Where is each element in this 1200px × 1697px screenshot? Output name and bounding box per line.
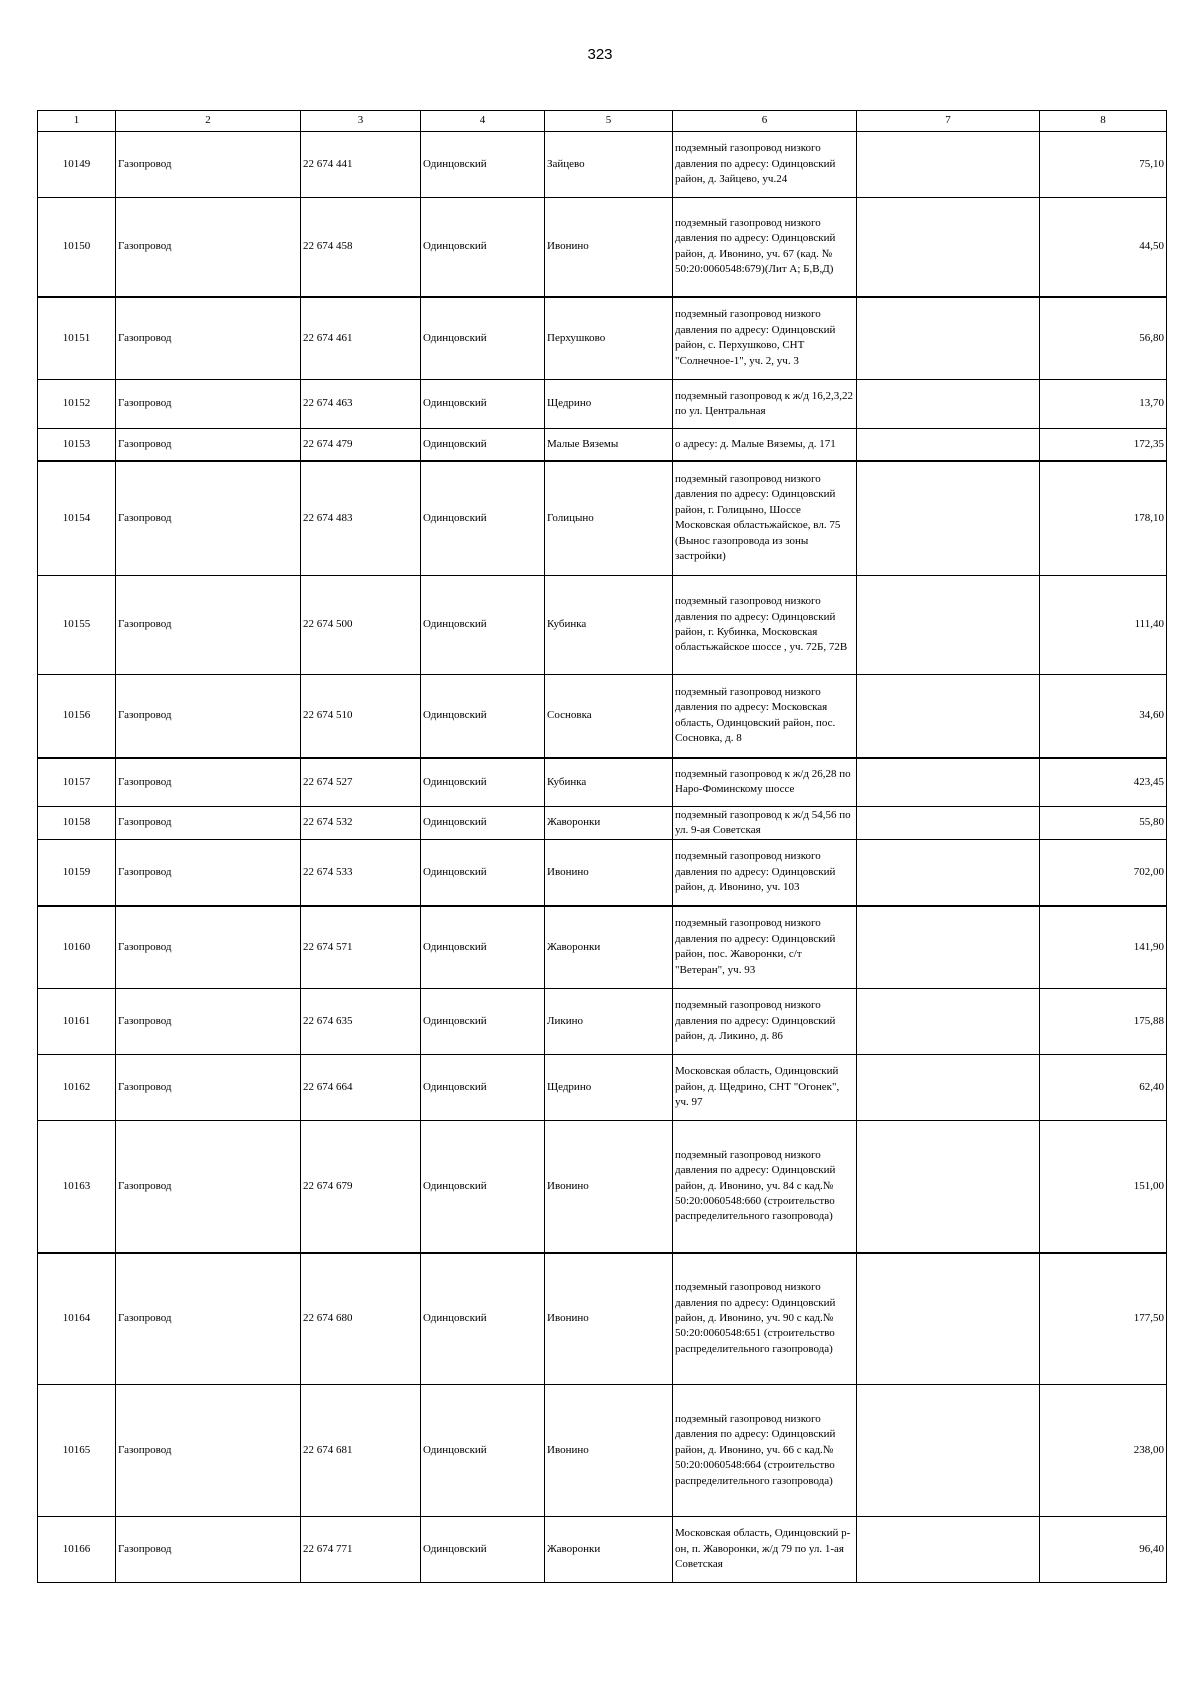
cell-c6: подземный газопровод низкого давления по адресу: Одинцовский район, д. Ивонино, уч. 67 (кад. № 50:20:0060548:679)(Лит А; Б,В,Д) — [673, 198, 857, 297]
cell-c4: Одинцовский — [421, 198, 545, 297]
cell-c8: 56,80 — [1040, 297, 1167, 380]
cell-c3: 22 674 441 — [301, 132, 421, 198]
cell-c8: 423,45 — [1040, 758, 1167, 807]
cell-c6: подземный газопровод низкого давления по адресу: Одинцовский район, д. Зайцево, уч.24 — [673, 132, 857, 198]
table-row — [38, 132, 1167, 198]
cell-c3: 22 674 679 — [301, 1121, 421, 1253]
cell-c4: Одинцовский — [421, 1121, 545, 1253]
cell-c2: Газопровод — [116, 132, 301, 198]
cell-c5: Сосновка — [545, 675, 673, 758]
cell-c3: 22 674 680 — [301, 1253, 421, 1385]
cell-c2: Газопровод — [116, 1517, 301, 1583]
cell-c1: 10152 — [38, 380, 116, 429]
cell-c4: Одинцовский — [421, 1385, 545, 1517]
cell-c2: Газопровод — [116, 807, 301, 840]
cell-c2: Газопровод — [116, 906, 301, 989]
column-header: 7 — [857, 111, 1040, 132]
cell-c8: 13,70 — [1040, 380, 1167, 429]
cell-c2: Газопровод — [116, 198, 301, 297]
cell-c5: Ликино — [545, 989, 673, 1055]
cell-c8: 44,50 — [1040, 198, 1167, 297]
cell-c6: подземный газопровод низкого давления по адресу: Одинцовский район, д. Ивонино, уч. 90 с кад.№ 50:20:0060548:651 (строительство распределительного газопровода) — [673, 1253, 857, 1385]
table-row — [38, 297, 1167, 380]
cell-c2: Газопровод — [116, 1253, 301, 1385]
cell-c7 — [857, 989, 1040, 1055]
cell-c3: 22 674 532 — [301, 807, 421, 840]
column-header: 5 — [545, 111, 673, 132]
table-row — [38, 1121, 1167, 1253]
cell-c6: подземный газопровод низкого давления по адресу: Московская область, Одинцовский район, пос. Сосновка, д. 8 — [673, 675, 857, 758]
cell-c7 — [857, 1517, 1040, 1583]
cell-c7 — [857, 840, 1040, 906]
cell-c2: Газопровод — [116, 429, 301, 461]
cell-c1: 10156 — [38, 675, 116, 758]
table-row — [38, 429, 1167, 461]
cell-c6: подземный газопровод низкого давления по адресу: Одинцовский район, д. Ивонино, уч. 84 с кад.№ 50:20:0060548:660 (строительство распределительного газопровода) — [673, 1121, 857, 1253]
cell-c5: Голицыно — [545, 461, 673, 576]
table-row — [38, 576, 1167, 675]
column-header: 3 — [301, 111, 421, 132]
cell-c5: Малые Вяземы — [545, 429, 673, 461]
cell-c1: 10159 — [38, 840, 116, 906]
column-header: 8 — [1040, 111, 1167, 132]
cell-c7 — [857, 1253, 1040, 1385]
cell-c8: 62,40 — [1040, 1055, 1167, 1121]
cell-c2: Газопровод — [116, 576, 301, 675]
cell-c6: подземный газопровод к ж/д 54,56 по ул. 9-ая Советская — [673, 807, 857, 840]
cell-c8: 238,00 — [1040, 1385, 1167, 1517]
cell-c1: 10158 — [38, 807, 116, 840]
cell-c2: Газопровод — [116, 461, 301, 576]
cell-c1: 10151 — [38, 297, 116, 380]
cell-c3: 22 674 461 — [301, 297, 421, 380]
cell-c3: 22 674 664 — [301, 1055, 421, 1121]
cell-c1: 10157 — [38, 758, 116, 807]
cell-c3: 22 674 483 — [301, 461, 421, 576]
cell-c4: Одинцовский — [421, 380, 545, 429]
cell-c5: Кубинка — [545, 758, 673, 807]
column-header: 1 — [38, 111, 116, 132]
table-row — [38, 989, 1167, 1055]
cell-c3: 22 674 533 — [301, 840, 421, 906]
cell-c7 — [857, 906, 1040, 989]
cell-c5: Ивонино — [545, 840, 673, 906]
cell-c2: Газопровод — [116, 1121, 301, 1253]
cell-c7 — [857, 1055, 1040, 1121]
cell-c1: 10153 — [38, 429, 116, 461]
cell-c6: подземный газопровод низкого давления по адресу: Одинцовский район, г. Кубинка, Московская областьжайское шоссе , уч. 72Б, 72В — [673, 576, 857, 675]
header-row — [38, 111, 1167, 132]
cell-c6: подземный газопровод низкого давления по адресу: Одинцовский район, с. Перхушково, СНТ "Солнечное-1", уч. 2, уч. 3 — [673, 297, 857, 380]
cell-c6: подземный газопровод к ж/д 16,2,3,22 по ул. Центральная — [673, 380, 857, 429]
column-header: 4 — [421, 111, 545, 132]
cell-c7 — [857, 297, 1040, 380]
cell-c4: Одинцовский — [421, 576, 545, 675]
cell-c5: Ивонино — [545, 1385, 673, 1517]
cell-c1: 10149 — [38, 132, 116, 198]
column-header: 2 — [116, 111, 301, 132]
cell-c3: 22 674 635 — [301, 989, 421, 1055]
cell-c5: Ивонино — [545, 1253, 673, 1385]
cell-c7 — [857, 132, 1040, 198]
cell-c1: 10164 — [38, 1253, 116, 1385]
cell-c4: Одинцовский — [421, 758, 545, 807]
cell-c6: подземный газопровод к ж/д 26,28 по Наро-Фоминскому шоссе — [673, 758, 857, 807]
cell-c1: 10155 — [38, 576, 116, 675]
table-row — [38, 1055, 1167, 1121]
cell-c1: 10161 — [38, 989, 116, 1055]
cell-c6: Московская область, Одинцовский район, д. Щедрино, СНТ "Огонек", уч. 97 — [673, 1055, 857, 1121]
cell-c2: Газопровод — [116, 380, 301, 429]
cell-c6: подземный газопровод низкого давления по адресу: Одинцовский район, пос. Жаворонки, с/т "Ветеран", уч. 93 — [673, 906, 857, 989]
cell-c8: 96,40 — [1040, 1517, 1167, 1583]
cell-c7 — [857, 1121, 1040, 1253]
cell-c1: 10150 — [38, 198, 116, 297]
cell-c4: Одинцовский — [421, 989, 545, 1055]
cell-c4: Одинцовский — [421, 1055, 545, 1121]
cell-c6: подземный газопровод низкого давления по адресу: Одинцовский район, д. Ивонино, уч. 103 — [673, 840, 857, 906]
cell-c6: подземный газопровод низкого давления по адресу: Одинцовский район, д. Ивонино, уч. 66 с кад.№ 50:20:0060548:664 (строительство распределительного газопровода) — [673, 1385, 857, 1517]
cell-c3: 22 674 458 — [301, 198, 421, 297]
cell-c2: Газопровод — [116, 1385, 301, 1517]
cell-c8: 175,88 — [1040, 989, 1167, 1055]
cell-c4: Одинцовский — [421, 132, 545, 198]
cell-c5: Зайцево — [545, 132, 673, 198]
cell-c5: Кубинка — [545, 576, 673, 675]
cell-c3: 22 674 681 — [301, 1385, 421, 1517]
cell-c2: Газопровод — [116, 1055, 301, 1121]
cell-c3: 22 674 571 — [301, 906, 421, 989]
page-number: 323 — [587, 46, 613, 63]
cell-c7 — [857, 429, 1040, 461]
cell-c5: Жаворонки — [545, 1517, 673, 1583]
cell-c6: Московская область, Одинцовский р-он, п. Жаворонки, ж/д 79 по ул. 1-ая Советская — [673, 1517, 857, 1583]
cell-c1: 10162 — [38, 1055, 116, 1121]
cell-c8: 141,90 — [1040, 906, 1167, 989]
cell-c8: 177,50 — [1040, 1253, 1167, 1385]
cell-c8: 151,00 — [1040, 1121, 1167, 1253]
table-row — [38, 758, 1167, 807]
cell-c8: 172,35 — [1040, 429, 1167, 461]
cell-c8: 702,00 — [1040, 840, 1167, 906]
cell-c8: 111,40 — [1040, 576, 1167, 675]
cell-c6: о адресу: д. Малые Вяземы, д. 171 — [673, 429, 857, 461]
table-row — [38, 198, 1167, 297]
cell-c2: Газопровод — [116, 989, 301, 1055]
cell-c8: 55,80 — [1040, 807, 1167, 840]
table-row — [38, 1517, 1167, 1583]
cell-c4: Одинцовский — [421, 675, 545, 758]
cell-c5: Жаворонки — [545, 906, 673, 989]
column-header: 6 — [673, 111, 857, 132]
cell-c2: Газопровод — [116, 758, 301, 807]
cell-c5: Жаворонки — [545, 807, 673, 840]
cell-c5: Щедрино — [545, 1055, 673, 1121]
cell-c4: Одинцовский — [421, 840, 545, 906]
cell-c4: Одинцовский — [421, 461, 545, 576]
cell-c6: подземный газопровод низкого давления по адресу: Одинцовский район, г. Голицыно, Шоссе Московская областьжайское, вл. 75 (Вынос газопровода из зоны застройки) — [673, 461, 857, 576]
cell-c3: 22 674 500 — [301, 576, 421, 675]
table-row — [38, 906, 1167, 989]
table-row — [38, 461, 1167, 576]
cell-c3: 22 674 463 — [301, 380, 421, 429]
cell-c4: Одинцовский — [421, 906, 545, 989]
cell-c2: Газопровод — [116, 675, 301, 758]
cell-c7 — [857, 576, 1040, 675]
table-row — [38, 807, 1167, 840]
cell-c4: Одинцовский — [421, 297, 545, 380]
cell-c1: 10160 — [38, 906, 116, 989]
cell-c2: Газопровод — [116, 297, 301, 380]
cell-c1: 10165 — [38, 1385, 116, 1517]
cell-c7 — [857, 675, 1040, 758]
cell-c3: 22 674 510 — [301, 675, 421, 758]
cell-c4: Одинцовский — [421, 1517, 545, 1583]
cell-c4: Одинцовский — [421, 1253, 545, 1385]
cell-c4: Одинцовский — [421, 429, 545, 461]
cell-c7 — [857, 461, 1040, 576]
cell-c8: 34,60 — [1040, 675, 1167, 758]
cell-c5: Щедрино — [545, 380, 673, 429]
cell-c6: подземный газопровод низкого давления по адресу: Одинцовский район, д. Ликино, д. 86 — [673, 989, 857, 1055]
register-table — [37, 110, 1167, 1583]
cell-c7 — [857, 758, 1040, 807]
cell-c3: 22 674 479 — [301, 429, 421, 461]
cell-c4: Одинцовский — [421, 807, 545, 840]
cell-c1: 10163 — [38, 1121, 116, 1253]
cell-c7 — [857, 380, 1040, 429]
table-row — [38, 840, 1167, 906]
table-row — [38, 380, 1167, 429]
cell-c3: 22 674 527 — [301, 758, 421, 807]
table-row — [38, 675, 1167, 758]
cell-c5: Ивонино — [545, 198, 673, 297]
cell-c8: 178,10 — [1040, 461, 1167, 576]
cell-c5: Перхушково — [545, 297, 673, 380]
table-row — [38, 1385, 1167, 1517]
cell-c1: 10166 — [38, 1517, 116, 1583]
cell-c7 — [857, 1385, 1040, 1517]
cell-c1: 10154 — [38, 461, 116, 576]
table-row — [38, 1253, 1167, 1385]
cell-c5: Ивонино — [545, 1121, 673, 1253]
cell-c3: 22 674 771 — [301, 1517, 421, 1583]
cell-c8: 75,10 — [1040, 132, 1167, 198]
cell-c7 — [857, 198, 1040, 297]
cell-c2: Газопровод — [116, 840, 301, 906]
cell-c7 — [857, 807, 1040, 840]
